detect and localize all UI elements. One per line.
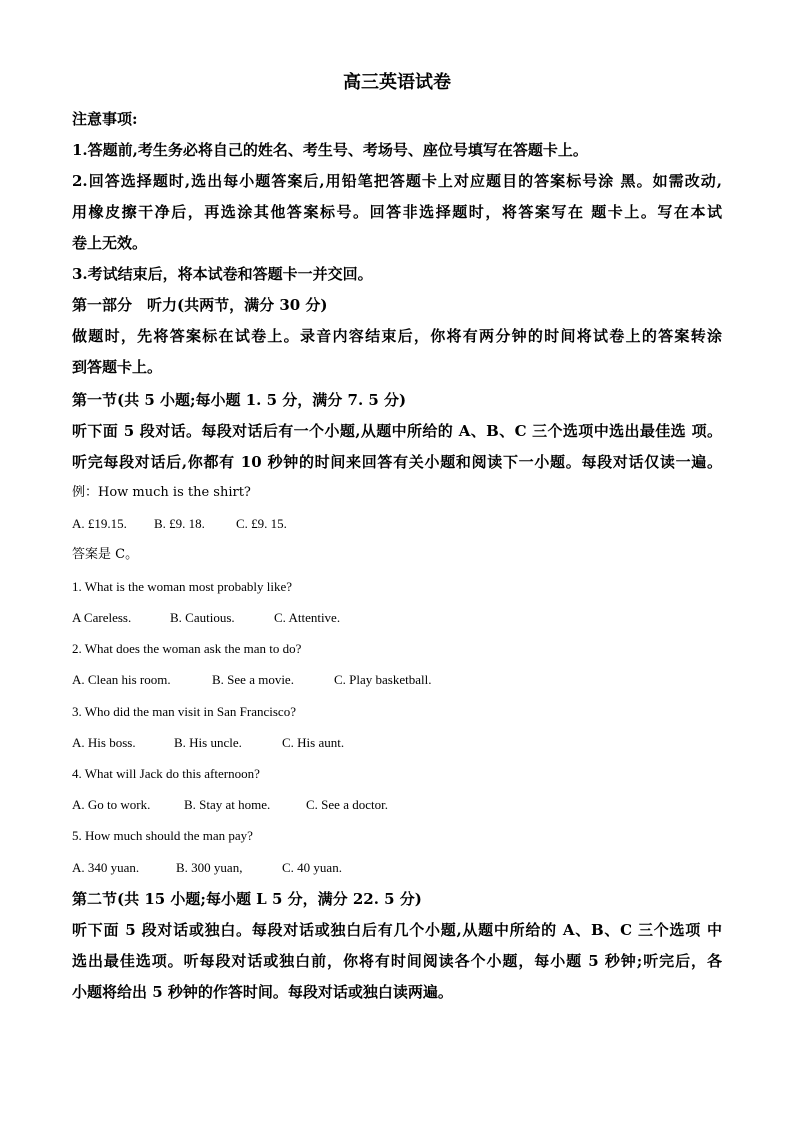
page-title: 高三英语试卷: [343, 72, 451, 93]
example-option-b: B. £9. 18.: [154, 516, 205, 531]
question-2-option-c: C. Play basketball.: [334, 672, 432, 687]
question-3-option-b: B. His uncle.: [174, 735, 242, 750]
question-5-options: [72, 859, 364, 877]
section1-intro-line-2: 听完每段对话后,你都有 10 秒钟的时间来回答有关小题和阅读下一小题。每段对话仅读一遍。: [72, 453, 722, 471]
question-2-option-a: A. Clean his room.: [72, 672, 171, 687]
notice-item-2-line-3: 卷上无效。: [72, 234, 148, 252]
question-1-option-c: C. Attentive.: [274, 610, 341, 625]
question-1: 1. What is the woman most probably like?: [72, 579, 292, 594]
section2-heading: 第二节(共 15 小题;每小题 L 5 分，满分 22. 5 分): [72, 890, 422, 908]
question-5-option-c: C. 40 yuan.: [282, 860, 342, 875]
example-question: 例：How much is the shirt?: [72, 485, 251, 500]
question-4-options: [72, 796, 410, 814]
section2-intro-line-1: 听下面 5 段对话或独白。每段对话或独白后有几个小题,从题中所给的 A、B、C 三个选项 中: [72, 921, 722, 939]
section1-heading: 第一节(共 5 小题;每小题 1. 5 分，满分 7. 5 分): [72, 391, 407, 409]
question-3-options: [72, 734, 366, 752]
question-3: 3. Who did the man visit in San Francisco?: [72, 704, 296, 719]
question-2: 2. What does the woman ask the man to do?: [72, 641, 302, 656]
question-4-option-b: B. Stay at home.: [184, 797, 271, 812]
part1-heading: 第一部分 听力(共两节，满分 30 分): [72, 296, 328, 314]
question-1-option-b: B. Cautious.: [170, 610, 235, 625]
example-option-a: A. £19.15.: [72, 516, 127, 531]
question-1-options: [72, 609, 362, 627]
question-2-options: [72, 671, 454, 689]
question-2-option-b: B. See a movie.: [212, 672, 294, 687]
section2-intro-line-2: 选出最佳选项。听每段对话或独白前，你将有时间阅读各个小题，每小题 5 秒钟;听完后，各: [72, 952, 722, 970]
example-option-c: C. £9. 15.: [236, 516, 287, 531]
example-answer: 答案是 C。: [72, 547, 139, 562]
notice-item-3: 3.考试结束后，将本试卷和答题卡一并交回。: [72, 265, 373, 283]
question-3-option-a: A. His boss.: [72, 735, 136, 750]
part1-intro-line-1: 做题时，先将答案标在试卷上。录音内容结束后，你将有两分钟的时间将试卷上的答案转涂: [72, 327, 722, 345]
section2-intro-line-3: 小题将给出 5 秒钟的作答时间。每段对话或独白读两遍。: [72, 983, 453, 1001]
notice-item-2-line-1: 2.回答选择题时,选出每小题答案后,用铅笔把答题卡上对应题目的答案标号涂 黑。如需改动,: [72, 172, 722, 190]
question-5-option-b: B. 300 yuan,: [176, 860, 243, 875]
question-5-option-a: A. 340 yuan.: [72, 860, 140, 875]
question-1-option-a: A Careless.: [72, 610, 132, 625]
section1-intro-line-1: 听下面 5 段对话。每段对话后有一个小题,从题中所给的 A、B、C 三个选项中选出最佳选 项。: [72, 422, 722, 440]
question-5: 5. How much should the man pay?: [72, 828, 253, 843]
notice-item-2-line-2: 用橡皮擦干净后，再选涂其他答案标号。回答非选择题时，将答案写在 题卡上。写在本试: [72, 203, 722, 221]
question-4-option-a: A. Go to work.: [72, 797, 151, 812]
question-4: 4. What will Jack do this afternoon?: [72, 766, 260, 781]
notice-heading: 注意事项:: [72, 110, 138, 128]
example-options: [72, 515, 309, 533]
question-4-option-c: C. See a doctor.: [306, 797, 388, 812]
notice-item-1: 1.答题前,考生务必将自己的姓名、考生号、考场号、座位号填写在答题卡上。: [72, 141, 588, 159]
part1-intro-line-2: 到答题卡上。: [72, 358, 163, 376]
question-3-option-c: C. His aunt.: [282, 735, 345, 750]
